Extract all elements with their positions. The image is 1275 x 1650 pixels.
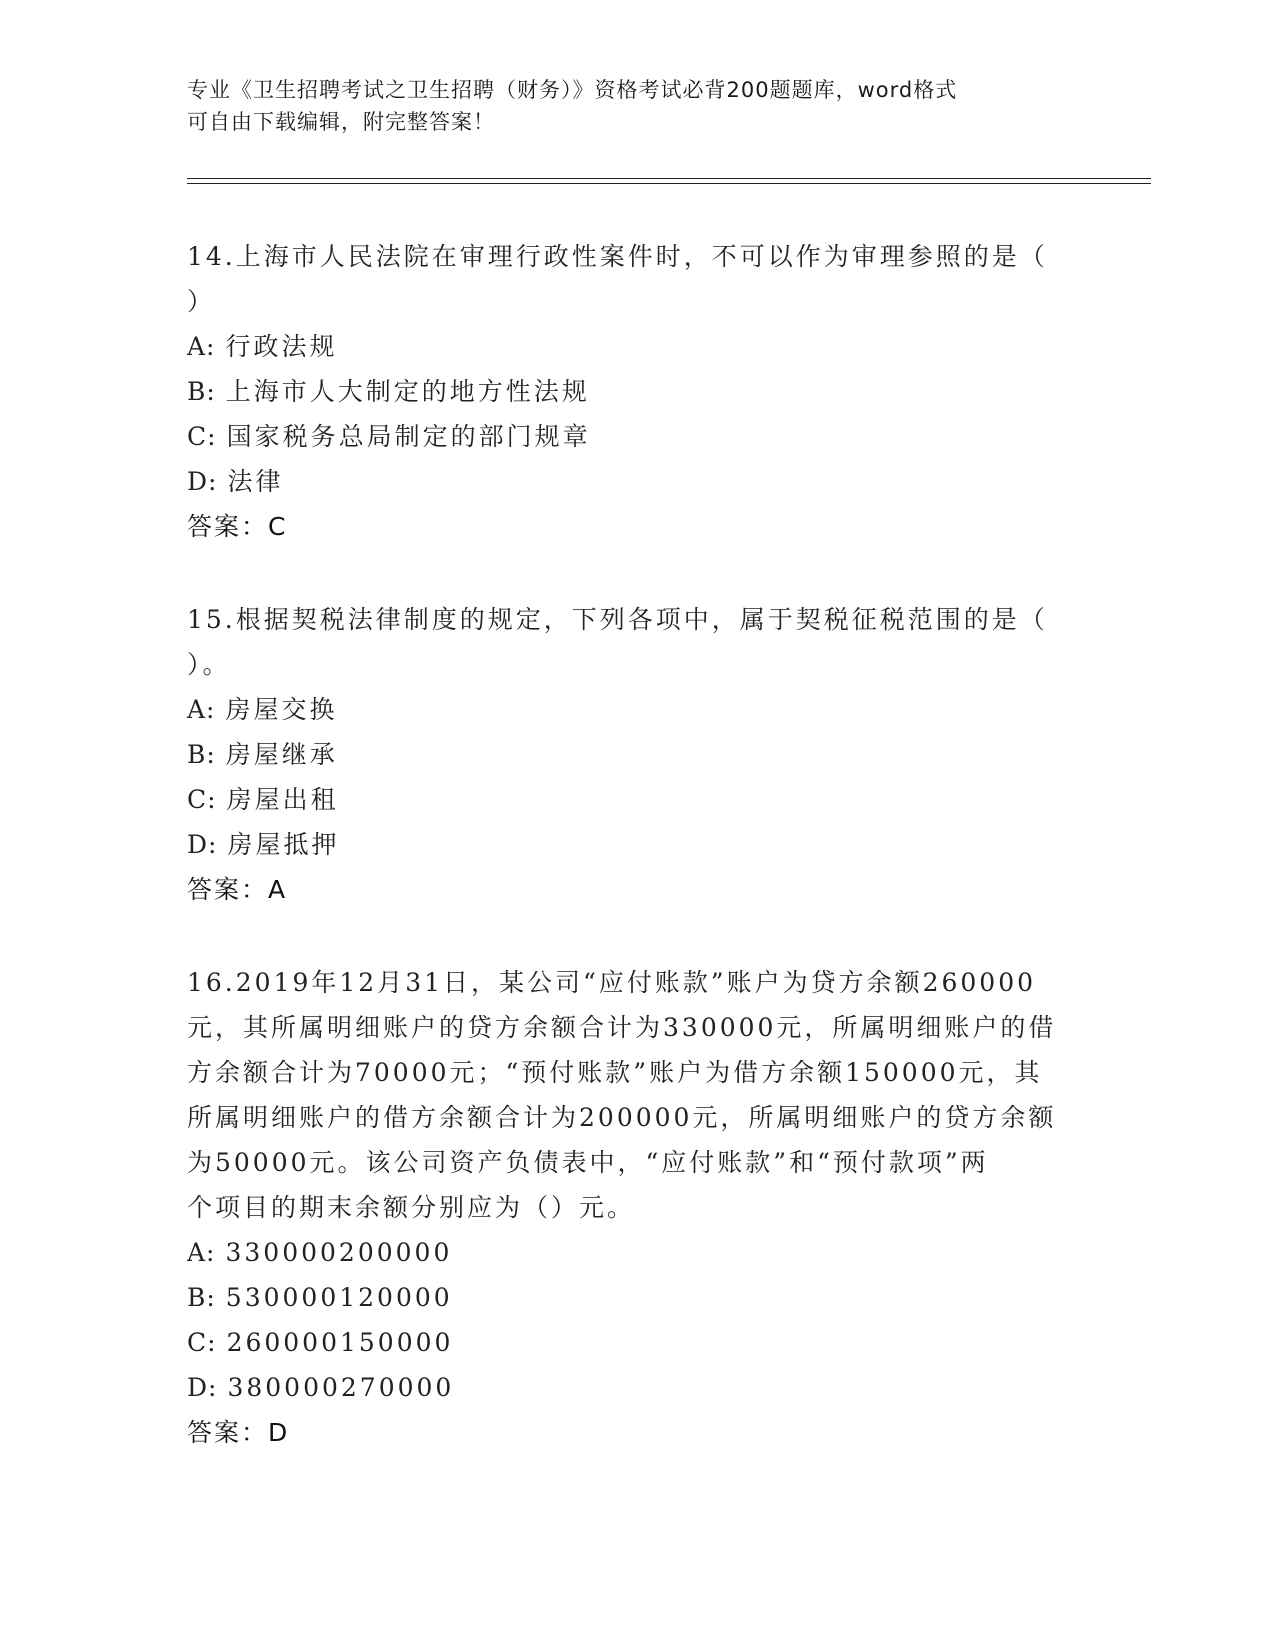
option-c [187, 414, 1077, 459]
option-text: 房屋交换 [225, 695, 338, 724]
option-letter: A: [187, 332, 216, 361]
option-b [187, 369, 1077, 414]
option-c [187, 777, 1077, 822]
option-d [187, 822, 1077, 867]
option-a [187, 324, 1077, 369]
question-stem-line: 14.上海市人民法院在审理行政性案件时，不可以作为审理参照的是（ [187, 242, 1048, 271]
question-stem-line: ）。 [187, 650, 231, 679]
question-stem-line: 15.根据契税法律制度的规定，下列各项中，属于契税征税范围的是（ [187, 605, 1048, 634]
question-stem-line: 为50000元。该公司资产负债表中，“应付账款”和“预付款项”两 [187, 1148, 989, 1177]
option-text: 房屋抵押 [227, 830, 340, 859]
option-d [187, 1365, 1077, 1410]
option-text: 行政法规 [225, 332, 338, 361]
answer-line: 答案：D [187, 1418, 290, 1447]
option-text: 房屋继承 [225, 740, 338, 769]
option-text: 260000150000 [226, 1328, 454, 1357]
option-letter: C: [187, 1328, 217, 1357]
option-d [187, 459, 1077, 504]
question-16 [187, 960, 1077, 1455]
option-text: 530000120000 [225, 1283, 453, 1312]
option-letter: B: [187, 740, 216, 769]
header-divider-bottom [187, 183, 1151, 184]
option-text: 上海市人大制定的地方性法规 [225, 377, 590, 406]
header-line-2: 可自由下载编辑，附完整答案！ [187, 110, 495, 134]
option-letter: C: [187, 785, 217, 814]
option-letter: D: [187, 830, 218, 859]
answer-line: 答案：C [187, 512, 288, 541]
option-b [187, 732, 1077, 777]
option-a [187, 687, 1077, 732]
option-text: 国家税务总局制定的部门规章 [226, 422, 591, 451]
option-letter: A: [187, 1238, 216, 1267]
option-c [187, 1320, 1077, 1365]
option-letter: A: [187, 695, 216, 724]
question-15 [187, 597, 1077, 912]
question-stem-line: ） [187, 287, 216, 316]
option-a [187, 1230, 1077, 1275]
option-text: 房屋出租 [226, 785, 339, 814]
option-letter: B: [187, 377, 216, 406]
question-stem-line: 所属明细账户的借方余额合计为200000元，所属明细账户的贷方余额 [187, 1103, 1057, 1132]
option-text: 330000200000 [225, 1238, 453, 1267]
option-letter: D: [187, 1373, 218, 1402]
question-stem-line: 方余额合计为70000元；“预付账款”账户为借方余额150000元，其 [187, 1058, 1043, 1087]
option-text: 法律 [227, 467, 284, 496]
question-stem-line: 个项目的期末余额分别应为（）元。 [187, 1193, 636, 1222]
option-b [187, 1275, 1077, 1320]
option-letter: D: [187, 467, 218, 496]
answer-line: 答案：A [187, 875, 288, 904]
document-header [187, 74, 1067, 138]
question-stem-line: 元，其所属明细账户的贷方余额合计为330000元，所属明细账户的借 [187, 1013, 1057, 1042]
header-divider-top [187, 178, 1151, 179]
question-14 [187, 234, 1077, 549]
header-line-1: 专业《卫生招聘考试之卫生招聘（财务）》资格考试必背200题题库，word格式 [187, 78, 958, 102]
option-letter: B: [187, 1283, 216, 1312]
question-stem-line: 16.2019年12月31日，某公司“应付账款”账户为贷方余额260000 [187, 968, 1037, 997]
option-letter: C: [187, 422, 217, 451]
option-text: 380000270000 [227, 1373, 455, 1402]
